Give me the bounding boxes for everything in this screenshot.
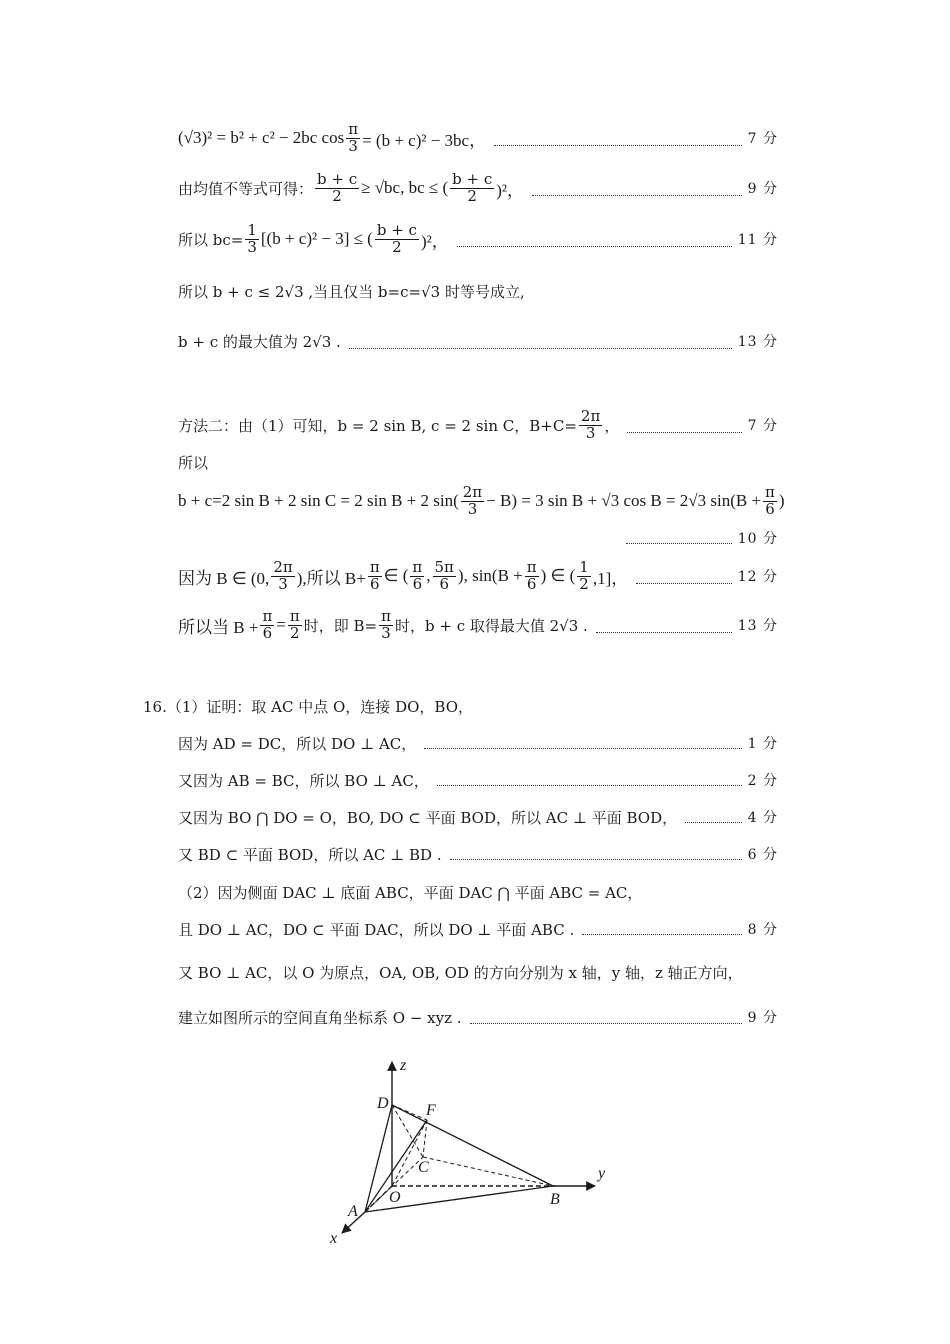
score-label: 13 分 [737, 334, 778, 350]
equation: (√3)² = b² + c² − 2bc cos [178, 128, 345, 147]
q16-step-7: 又 BO ⊥ AC，以 O 为原点，OA, OB, OD 的方向分别为 x 轴，y 轴，z 轴正方向， [178, 963, 743, 982]
method2-line-5: 因为 B ∈ (0, $\frac{2\pi}{3}$ ),所以 B+ $\frac{\pi}{6}$ ∈ ( $\frac{\pi}{6}$ , $\frac{5\pi}{6}$ ), sin(B + $\frac{\pi}{6}$ ) ∈ ( $\frac{1}{2}$ ,1]， 12 分 [178, 557, 778, 593]
score-label: 4 分 [747, 810, 778, 826]
label-B: B [550, 1191, 560, 1208]
label-y: y [598, 1165, 606, 1182]
proof-line-5: b + c 的最大值为 2√3 . 13 分 [178, 332, 778, 351]
dot-leader [349, 347, 732, 349]
fraction: $\frac{2\pi}{3}$ [580, 406, 601, 442]
dot-leader [450, 858, 742, 860]
fraction: $\frac{\pi}{6}$ [369, 557, 380, 593]
fraction: $\frac{b + c}{2}$ [317, 169, 358, 205]
score-label: 10 分 [737, 531, 778, 547]
q16-step-8: 建立如图所示的空间直角坐标系 O − xyz . 9 分 [178, 1008, 778, 1027]
fraction: $\frac{b + c}{2}$ [452, 169, 493, 205]
method2-line-1: 方法二：由（1）可知，b = 2 sin B, c = 2 sin C，B+C= $\frac{2\pi}{3}$ ， 7 分 [178, 406, 778, 442]
proof-line-2: 由均值不等式可得： $\frac{b + c}{2}$ ≥ √bc, bc ≤ ( $\frac{b + c}{2}$ )²， 9 分 [178, 169, 778, 205]
label-F: F [426, 1102, 436, 1119]
score-label: 7 分 [747, 418, 778, 434]
dot-leader [532, 194, 742, 196]
edge-CB [423, 1157, 553, 1186]
fraction: $\frac{\pi}{2}$ [289, 606, 300, 642]
score-label: 12 分 [737, 569, 778, 585]
fraction: $\frac{5\pi}{6}$ [434, 557, 454, 593]
method2-line-4 [178, 520, 778, 556]
label-x: x [330, 1230, 338, 1247]
proof-line-1: (√3)² = b² + c² − 2bc cos $\frac{\pi}{3}$ = (b + c)² − 3bc， 7 分 [178, 119, 778, 155]
score-label: 9 分 [747, 181, 778, 197]
dot-leader [636, 582, 732, 584]
fraction: $\frac{\pi}{6}$ [526, 557, 537, 593]
method2-line-3: b + c=2 sin B + 2 sin C = 2 sin B + 2 sin( $\frac{2\pi}{3}$ − B) = 3 sin B + √3 cos B = 2√3 sin(B + $\frac{\pi}{6}$ ) [178, 482, 785, 518]
fraction: $\frac{\pi}{6}$ [262, 606, 273, 642]
fraction: $\frac{b + c}{2}$ [376, 220, 417, 256]
dot-leader [470, 1022, 742, 1024]
q16-step-3: 又因为 BO ⋂ DO = O，BO, DO ⊂ 平面 BOD，所以 AC ⊥ 平面 BOD， 4 分 [178, 808, 778, 827]
question-16-heading: 16.（1）证明：取 AC 中点 O，连接 DO，BO， [143, 697, 474, 716]
q16-step-5: （2）因为侧面 DAC ⊥ 底面 ABC，平面 DAC ⋂ 平面 ABC = AC， [178, 883, 643, 902]
q16-step-2: 又因为 AB = BC，所以 BO ⊥ AC， 2 分 [178, 771, 778, 790]
coordinate-figure [320, 1050, 620, 1250]
dot-leader [494, 144, 742, 146]
dot-leader [457, 245, 732, 247]
fraction: $\frac{2\pi}{3}$ [273, 557, 293, 593]
dot-leader [627, 431, 741, 433]
score-label: 13 分 [737, 618, 778, 634]
proof-line-3: 所以 bc= $\frac{1}{3}$ [(b + c)² − 3] ≤ ( $\frac{b + c}{2}$ )²， 11 分 [178, 220, 778, 256]
q16-step-1: 因为 AD = DC，所以 DO ⊥ AC， 1 分 [178, 734, 778, 753]
edge-DB [392, 1105, 553, 1186]
q16-step-4: 又 BD ⊂ 平面 BOD，所以 AC ⊥ BD . 6 分 [178, 845, 778, 864]
fraction: $\frac{\pi}{6}$ [765, 482, 775, 518]
label-O: O [389, 1189, 401, 1206]
dot-leader [582, 933, 741, 935]
dot-leader [437, 784, 742, 786]
proof-line-4: 所以 b + c ≤ 2√3 ,当且仅当 b=c=√3 时等号成立, [178, 282, 525, 301]
label-z: z [400, 1057, 407, 1074]
edge-FO [392, 1120, 427, 1186]
score-label: 6 分 [747, 847, 778, 863]
score-label: 2 分 [747, 773, 778, 789]
score-label: 11 分 [737, 232, 778, 248]
label-C: C [418, 1159, 429, 1176]
fraction: $\frac{1}{3}$ [247, 220, 257, 256]
dot-leader [596, 631, 732, 633]
q16-step-6: 且 DO ⊥ AC，DO ⊂ 平面 DAC，所以 DO ⊥ 平面 ABC . 8 分 [178, 920, 778, 939]
method2-line-6: 所以当 B + $\frac{\pi}{6}$ = $\frac{\pi}{2}$ 时，即 B= $\frac{\pi}{3}$ 时，b + c 取得最大值 2√3 . 13 分 [178, 606, 778, 642]
method2-line-2: 所以 [178, 453, 209, 472]
dot-leader [626, 542, 732, 544]
dot-leader [685, 821, 742, 823]
fraction: $\frac{\pi}{3}$ [381, 606, 391, 642]
score-label: 8 分 [747, 922, 778, 938]
edge-DA [365, 1105, 392, 1212]
fraction: $\frac{1}{2}$ [579, 557, 589, 593]
score-label: 1 分 [747, 736, 778, 752]
score-label: 7 分 [747, 131, 778, 147]
fraction: $\frac{\pi}{3}$ [348, 119, 359, 155]
score-label: 9 分 [747, 1010, 778, 1026]
label-D: D [377, 1095, 389, 1112]
label-A: A [348, 1203, 358, 1220]
dot-leader [424, 747, 741, 749]
fraction: $\frac{2\pi}{3}$ [462, 482, 483, 518]
fraction: $\frac{\pi}{6}$ [412, 557, 423, 593]
